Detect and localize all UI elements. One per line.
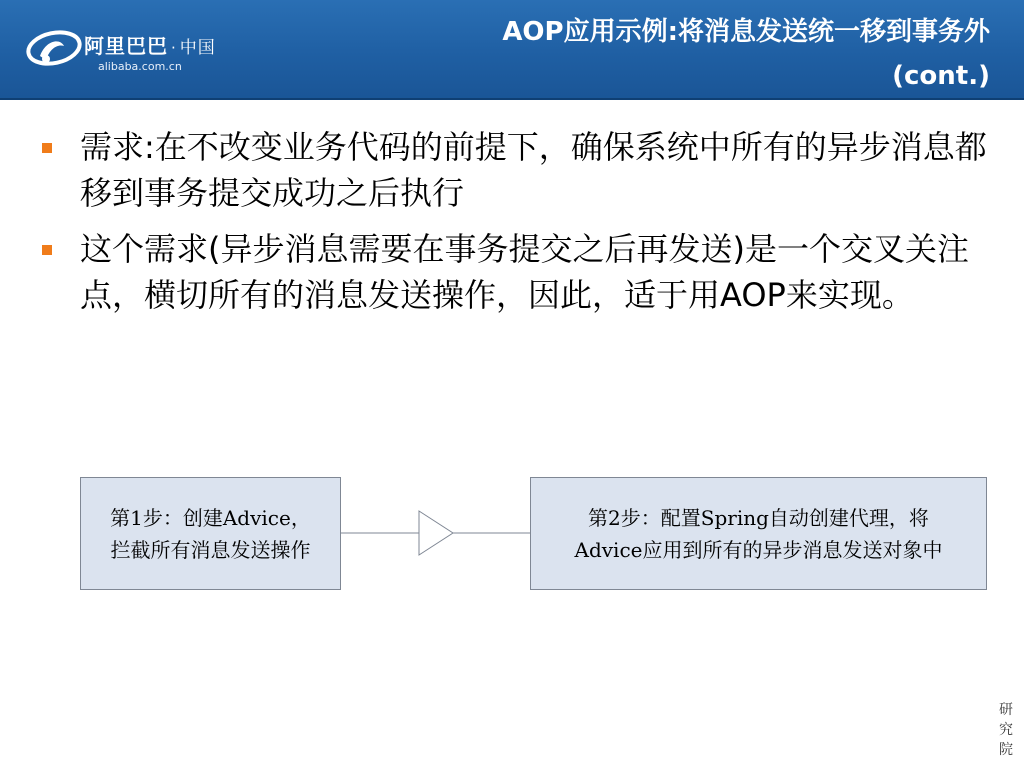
slide-title-line1: AOP应用示例:将消息发送统一移到事务外 (502, 17, 990, 47)
step2-line1: 第2步：配置Spring自动创建代理，将 (588, 505, 929, 530)
header-divider (0, 98, 1024, 100)
logo-domain: alibaba.com.cn (98, 60, 182, 73)
bullet-square-icon (42, 143, 52, 153)
slide-header (0, 0, 1024, 100)
step1-line2: 拦截所有消息发送操作 (110, 537, 311, 562)
bullet-text: 需求:在不改变业务代码的前提下，确保系统中所有的异步消息都移到事务提交成功之后执行 (80, 128, 987, 212)
alibaba-logo (24, 22, 224, 78)
step1-box (80, 477, 341, 590)
bullet-list (38, 124, 998, 328)
slide-title-line2: (cont.) (892, 61, 990, 91)
step2-box (530, 477, 987, 590)
bullet-item (38, 124, 998, 216)
flow-arrow-icon (341, 505, 531, 561)
bullet-text: 这个需求(异步消息需要在事务提交之后再发送)是一个交叉关注点，横切所有的消息发送操作，因此，适于用AOP来实现。 (80, 230, 969, 314)
logo-text (84, 30, 216, 59)
logo-brand: 阿里巴巴 (84, 34, 168, 58)
alibaba-swirl-icon (24, 26, 82, 72)
step1-line1: 第1步：创建Advice， (110, 505, 311, 530)
side-tag: 研究院 (999, 702, 1013, 758)
step2-line2: Advice应用到所有的异步消息发送对象中 (574, 537, 943, 562)
slide-title (290, 10, 990, 98)
logo-separator: · (171, 39, 177, 57)
bullet-square-icon (42, 245, 52, 255)
bullet-item (38, 226, 998, 318)
logo-country: 中国 (179, 38, 216, 58)
